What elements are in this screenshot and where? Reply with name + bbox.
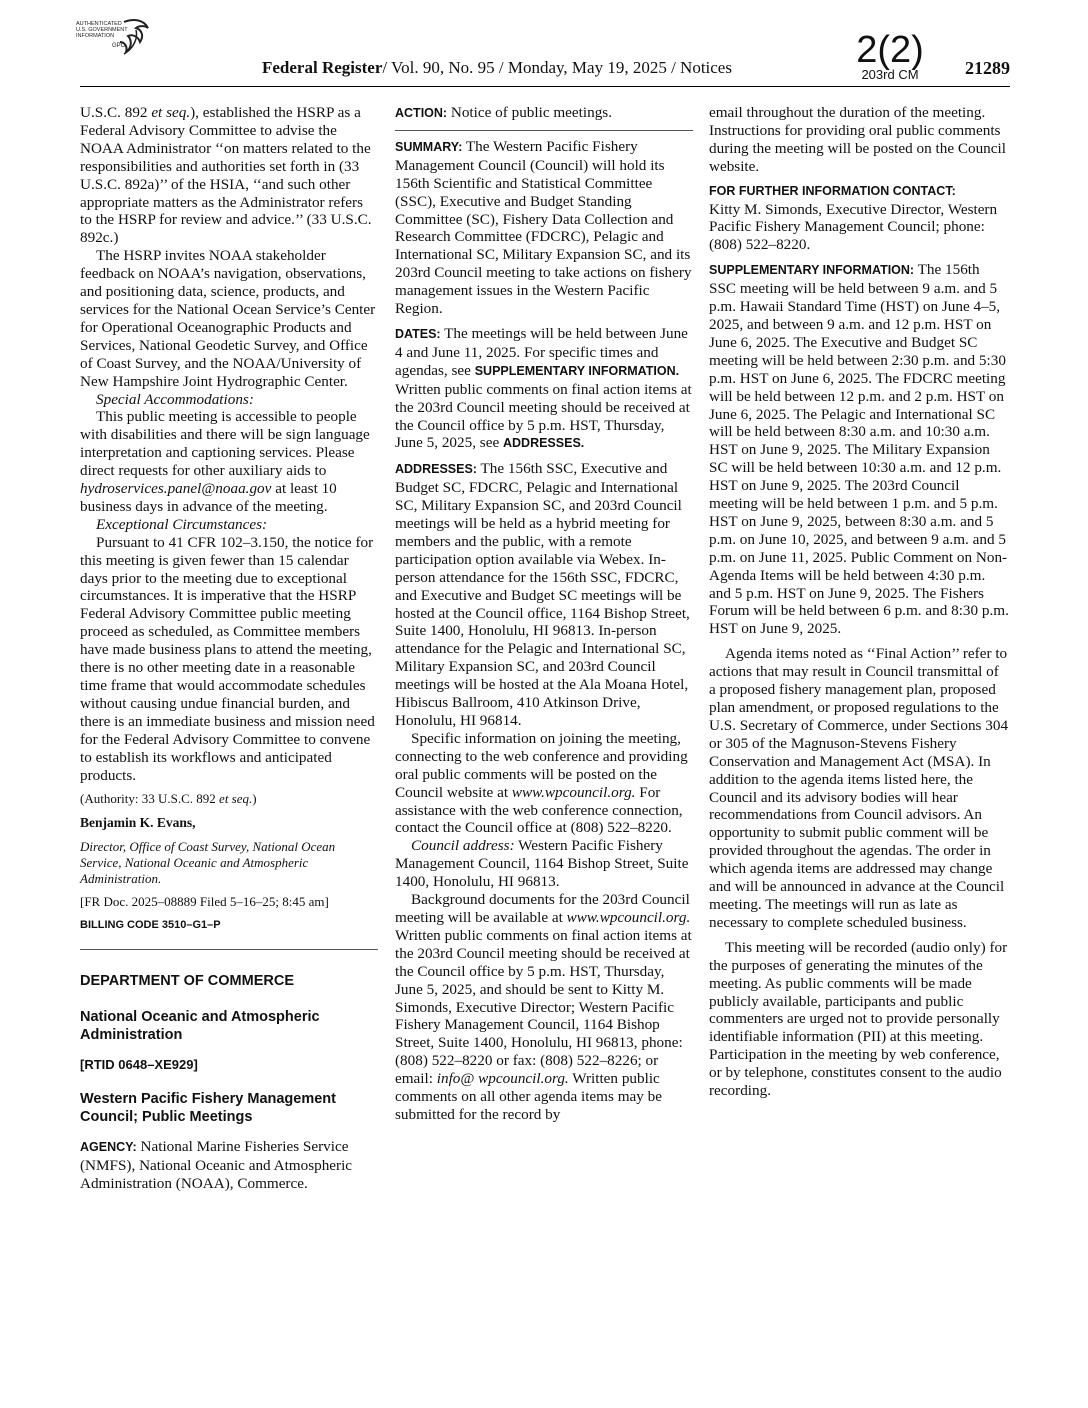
- contact-text: Kitty M. Simonds, Executive Director, Western Pacific Fishery Management Council; phone: (808) 522–8220.: [709, 200, 998, 254]
- signer-name: Benjamin K. Evans,: [80, 815, 196, 831]
- subheading-exceptional-circumstances: Exceptional Circumstances:: [96, 515, 268, 533]
- column-1: [80, 104, 378, 1193]
- logo-line2: U.S. GOVERNMENT: [76, 27, 128, 33]
- column-3: [709, 104, 1009, 1100]
- paragraph: Specific information on joining the meeting, connecting to the web conference and providing oral public comments will be posted on the Council website at www.wpcouncil.org. For assistance with the web conference connection, contact the Council office at (808) 522–8220.: [395, 729, 688, 837]
- fr-doc-line: [FR Doc. 2025–08889 Filed 5–16–25; 8:45 am]: [80, 894, 329, 910]
- agency-heading: National Oceanic and Atmospheric Administration: [80, 1009, 320, 1044]
- logo-line3: INFORMATION: [76, 33, 115, 39]
- header-rule: [80, 86, 1010, 87]
- authority-line: (Authority: 33 U.S.C. 892 et seq.): [80, 791, 257, 807]
- logo-line4: GPO: [112, 43, 126, 49]
- column-2: [395, 104, 693, 1124]
- page-number: 21289: [965, 58, 1010, 78]
- department-heading: DEPARTMENT OF COMMERCE: [80, 973, 295, 990]
- paragraph: email throughout the duration of the meeting. Instructions for providing oral public comments during the meeting will be posted on the Council website.: [709, 104, 1006, 175]
- paragraph: U.S.C. 892 et seq.), established the HSRP as a Federal Advisory Committee to advise the NOAA Administrator ‘‘on matters related to the responsibilities and authorities set forth in (33 U.S.C. 892a)’’ of the HSIA, ‘‘and such other appropriate matters as the Administrator refers to the HSRP for review and advice.’’ (33 U.S.C. 892c.): [80, 104, 372, 247]
- paragraph: The HSRP invites NOAA stakeholder feedback on NOAA’s navigation, observations, and positioning data, science, products, and services for the National Ocean Service’s Center for Operational Oceanographic Products and Services, National Geodetic Survey, and Office of Coast Survey, and the NOAA/University of New Hampshire Joint Hydrographic Center.: [80, 247, 376, 390]
- action-rule: [395, 130, 693, 131]
- header-title: [262, 58, 732, 78]
- addresses-paragraph: ADDRESSES: The 156th SSC, Executive and Budget SC, FDCRC, Pelagic and International SC, Military Expansion SC, and 203rd Council meetings will be held as a hybrid meeting for members and the public, with a remote participation option available via Webex. In-person attendance for the 156th SSC, FDCRC, and Executive and Budget SC meetings will be hosted at the Council office, 1164 Bishop Street, Suite 1400, Honolulu, HI 96813. In-person attendance for the Pelagic and International SC, Military Expansion SC, and 203rd Council meetings will be hosted at the Ala Moana Hotel, Hibiscus Ballroom, 410 Atkinson Drive, Honolulu, HI 96814.: [395, 460, 690, 729]
- running-header: [262, 58, 1010, 88]
- stamp-sub: 203rd CM: [861, 67, 919, 82]
- stamp-main: 2(2): [856, 29, 924, 71]
- paragraph: This public meeting is accessible to people with disabilities and there will be sign language interpretation and captioning services. Please direct requests for other auxiliary aids to hydroservices.panel@noaa.gov at least 10 business days in advance of the meeting.: [80, 408, 370, 515]
- action-paragraph: ACTION: Notice of public meetings.: [395, 104, 612, 121]
- summary-paragraph: SUMMARY: The Western Pacific Fishery Management Council (Council) will hold its 156th Scientific and Statistical Committee (SSC), Executive and Budget Standing Committee (SC), Fishery Data Collection and Research Committee (FDCRC), Pelagic and International SC, Military Expansion SC, and its 203rd Council meeting to take actions on fishery management issues in the Western Pacific Region.: [395, 137, 692, 318]
- supplementary-paragraph: SUPPLEMENTARY INFORMATION: The 156th SSC meeting will be held between 9 a.m. and 5 p.m. Hawaii Standard Time (HST) on June 4–5, 2025, and between 9 a.m. and 12 p.m. HST on June 6, 2025. The Executive and Budget SC meeting will be held between 2:30 p.m. and 5:30 p.m. HST on June 6, 2025. The FDCRC meeting will be held between 12 p.m. and 2 p.m. HST on June 6, 2025. The Pelagic and International SC will be held between 8:30 a.m. and 10:30 a.m. HST on June 9, 2025. The Military Expansion SC will be held between 10:30 a.m. and 12 p.m. HST on June 9, 2025. The 203rd Council meeting will be held between 1 p.m. and 5 p.m. HST on June 9, 2025, between 8:30 a.m. and 5 p.m. on June 10, 2025, and between 9 a.m. and 5 p.m. on June 11, 2025. Public Comment on Non-Agenda Items will be held between 4:30 p.m. and 5 p.m. HST on June 9, 2025. The Fishers Forum will be held between 6 p.m. and 8:30 p.m. HST on June 9, 2025.: [709, 261, 1009, 638]
- dates-paragraph: DATES: The meetings will be held between June 4 and June 11, 2025. For specific times and agendas, see SUPPLEMENTARY INFORMATION. Written public comments on final action items at the 203rd Council meeting should be received at the Council office by 5 p.m. HST, Thursday, June 5, 2025, see ADDRESSES.: [395, 324, 692, 452]
- gpo-eagle-icon: [74, 16, 156, 60]
- billing-code: BILLING CODE 3510–G1–P: [80, 919, 221, 932]
- paragraph: This meeting will be recorded (audio only) for the purposes of generating the minutes of the meeting. As public comments will be made publicly available, participants and public commenters are urged not to provide personally identifiable information (PII) at this meeting. Participation in the meeting by web conference, or by telephone, constitutes consent to the audio recording.: [709, 938, 1008, 1100]
- rtid-number: [RTID 0648–XE929]: [80, 1057, 198, 1073]
- signer-title: Director, Office of Coast Survey, National Ocean Service, National Oceanic and Atmospheric Administration.: [80, 839, 336, 887]
- council-address: Council address: Western Pacific Fishery Management Council, 1164 Bishop Street, Suite 1400, Honolulu, HI 96813.: [395, 837, 689, 891]
- paragraph: Pursuant to 41 CFR 102–3.150, the notice for this meeting is given fewer than 15 calendar days prior to the meeting due to exceptional circumstances. It is imperative that the HSRP Federal Advisory Committee public meeting proceed as scheduled, as Committee members have made business plans to attend the meeting, there is no other meeting date in a reasonable time frame that would accommodate schedules without causing undue financial burden, and there is an immediate business and mission need for the Federal Advisory Committee to convene to establish its workflows and anticipated products.: [80, 533, 375, 784]
- notice-title: Western Pacific Fishery Management Council; Public Meetings: [80, 1091, 336, 1126]
- subheading-special-accommodations: Special Accommodations:: [96, 390, 254, 408]
- contact-label: FOR FURTHER INFORMATION CONTACT:: [709, 183, 956, 198]
- publication-name: Federal Register: [262, 58, 383, 77]
- paragraph: Agenda items noted as ‘‘Final Action’’ refer to actions that may result in Council transmittal of a proposed fishery management plan, proposed plan amendment, or proposed regulations to the U.S. Secretary of Commerce, under Sections 304 or 305 of the Magnuson-Stevens Fishery Conservation and Management Act (MSA). In addition to the agenda items listed here, the Council and its advisory bodies will hear recommendations from Council advisors. An opportunity to submit public comment will be provided throughout the agendas. The order in which agenda items are addressed may change and will be announced in advance at the Council meeting. The meetings will run as late as necessary to complete scheduled business.: [709, 645, 1009, 931]
- section-divider: [80, 949, 378, 950]
- agency-paragraph: AGENCY: National Marine Fisheries Service (NMFS), National Oceanic and Atmospheric Administration (NOAA), Commerce.: [80, 1138, 353, 1192]
- issue-info: / Vol. 90, No. 95 / Monday, May 19, 2025 / Notices: [382, 58, 732, 77]
- gpo-eagle-logo: [74, 16, 156, 60]
- paragraph: Background documents for the 203rd Council meeting will be available at www.wpcouncil.org. Written public comments on final action items at the 203rd Council meeting should be received at the Council office by 5 p.m. HST, Thursday, June 5, 2025, and should be sent to Kitty M. Simonds, Executive Director; Western Pacific Fishery Management Council, 1164 Bishop Street, Suite 1400, Honolulu, HI 96813, phone: (808) 522–8220 or fax: (808) 522–8226; or email: info@ wpcouncil.org. Written public comments on all other agenda items may be submitted for the record by: [395, 891, 692, 1123]
- logo-line1: AUTHENTICATED: [76, 21, 122, 27]
